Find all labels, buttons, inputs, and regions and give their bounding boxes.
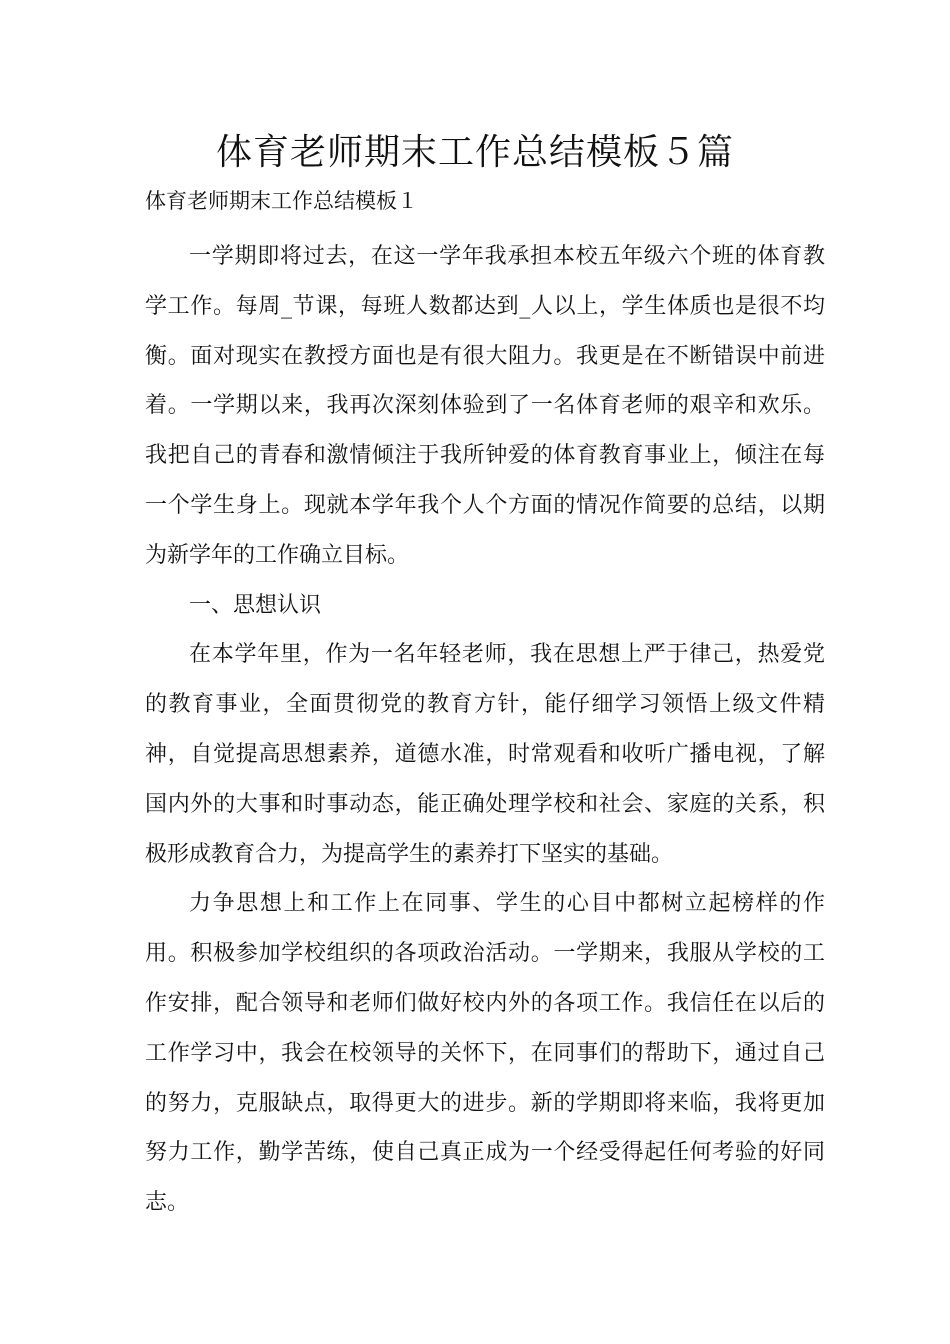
document-body	[145, 232, 825, 1228]
paragraph-thought: 在本学年里，作为一名年轻老师，我在思想上严于律己，热爱党的教育事业，全面贯彻党的教育方针，能仔细学习领悟上级文件精神，自觉提高思想素养，道德水准，时常观看和收听广播电视，了解国内外的大事和时事动态，能正确处理学校和社会、家庭的关系，积极形成教育合力，为提高学生的素养打下坚实的基础。	[145, 642, 825, 867]
paragraph-role-model: 力争思想上和工作上在同事、学生的心目中都树立起榜样的作用。积极参加学校组织的各项政治活动。一学期来，我服从学校的工作安排，配合领导和老师们做好校内外的各项工作。我信任在以后的工作学习中，我会在校领导的关怀下，在同事们的帮助下，通过自己的努力，克服缺点，取得更大的进步。新的学期即将来临，我将更加努力工作，勤学苦练，使自己真正成为一个经受得起任何考验的好同志。	[145, 891, 825, 1216]
paragraph-intro: 一学期即将过去，在这一学年我承担本校五年级六个班的体育教学工作。每周_节课，每班人数都达到_人以上，学生体质也是很不均衡。面对现实在教授方面也是有很大阻力。我更是在不断错误中前进着。一学期以来，我再次深刻体验到了一名体育老师的艰辛和欢乐。我把自己的青春和激情倾注于我所钟爱的体育教育事业上，倾注在每一个学生身上。现就本学年我个人个方面的情况作简要的总结，以期为新学年的工作确立目标。	[145, 244, 825, 568]
document-subtitle: 体育老师期末工作总结模板１	[145, 189, 418, 213]
section-heading-thought: 一、思想认识	[189, 592, 322, 618]
document-title: 体育老师期末工作总结模板５篇	[215, 132, 734, 173]
